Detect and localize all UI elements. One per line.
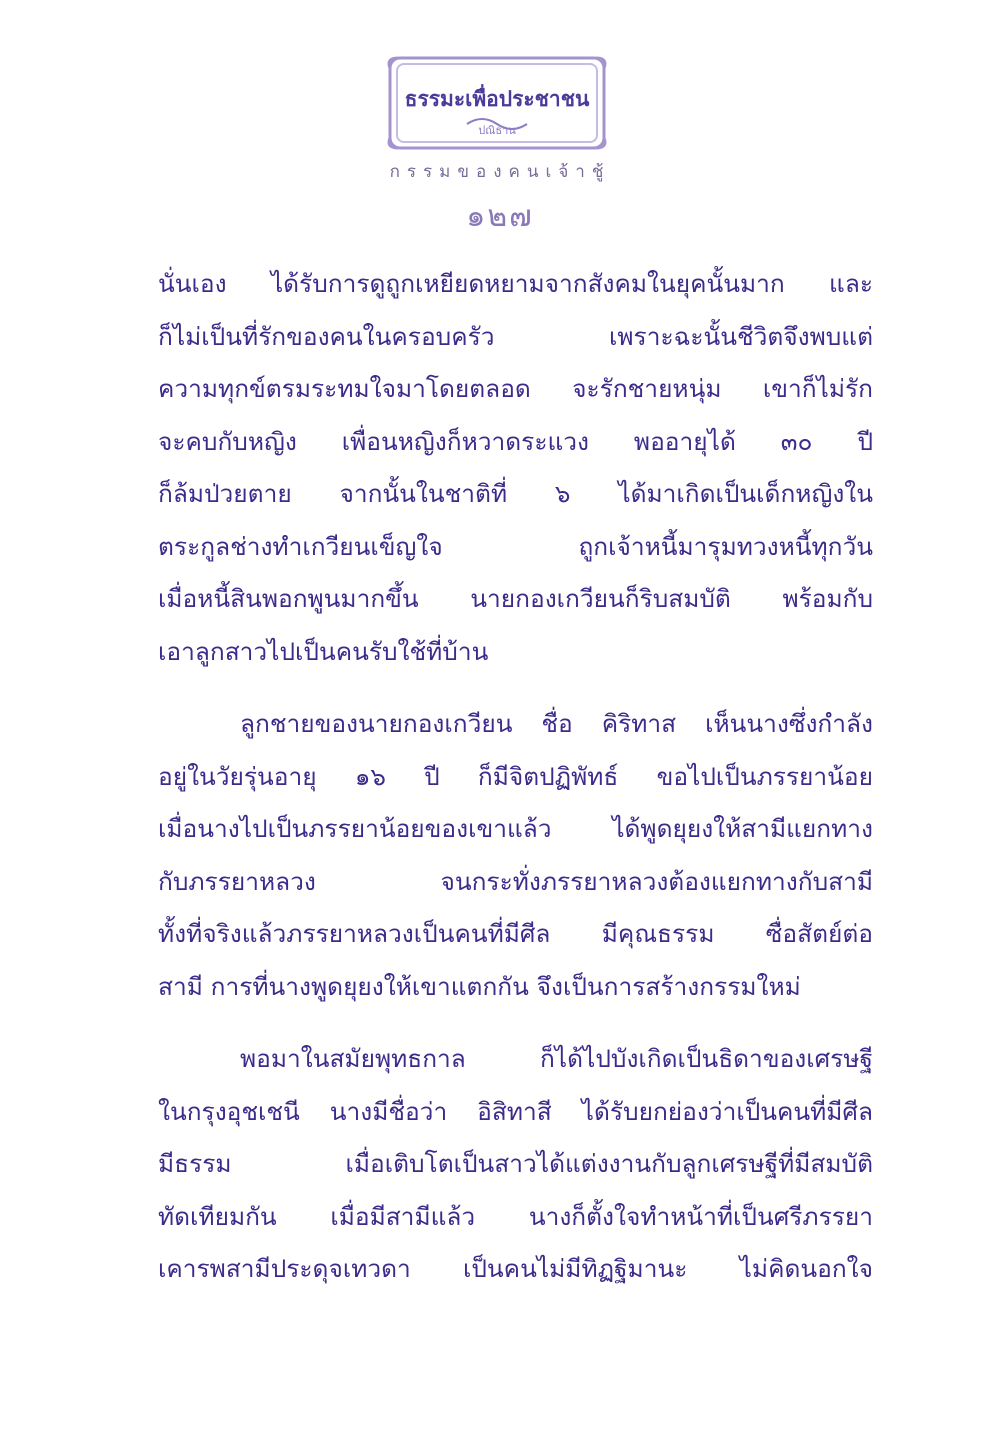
text-line: เมื่อหนี้สินพอกพูนมากขึ้น นายกองเกวียนก็ริบสมบัติ พร้อมกับ (158, 584, 873, 613)
svg-text:ธรรมะเพื่อประชาชน: ธรรมะเพื่อประชาชน (404, 87, 590, 111)
text-line: เคารพสามีประดุจเทวดา เป็นคนไม่มีทิฏฐิมานะ ไม่คิดนอกใจ (158, 1254, 873, 1283)
text-line: เอาลูกสาวไปเป็นคนรับใช้ที่บ้าน (158, 636, 489, 666)
text-line: ความทุกข์ตรมระทมใจมาโดยตลอด จะรักชายหนุ่ม เขาก็ไม่รัก (158, 374, 873, 403)
text-line: นั่นเอง ได้รับการดูถูกเหยียดหยามจากสังคมในยุคนั้นมาก และ (158, 269, 873, 298)
text-line: ก็ไม่เป็นที่รักของคนในครอบครัว เพราะฉะนั้นชีวิตจึงพบแต่ (158, 321, 873, 351)
text-line: สามี การที่นางพูดยุยงให้เขาแตกกัน จึงเป็นการสร้างกรรมใหม่ (158, 971, 801, 1001)
text-line: กับภรรยาหลวง จนกระทั่งภรรยาหลวงต้องแยกทางกับสามี (158, 866, 873, 896)
text-line: ในกรุงอุชเชนี นางมีชื่อว่า อิสิทาสี ได้รับยกย่องว่าเป็นคนที่มีศีล (158, 1096, 873, 1126)
paragraph-1 (158, 258, 873, 678)
paragraph-2 (158, 698, 873, 1013)
text-line: ก็ล้มป่วยตาย จากนั้นในชาติที่ ๖ ได้มาเกิดเป็นเด็กหญิงใน (158, 479, 873, 508)
svg-text:ปณิธาน: ปณิธาน (478, 124, 516, 137)
page-number: ๑๒๗ (466, 199, 534, 234)
paragraph-3 (158, 1033, 873, 1296)
text-line: มีธรรม เมื่อเติบโตเป็นสาวได้แต่งงานกับลูกเศรษฐีที่มีสมบัติ (158, 1149, 873, 1178)
text-line: ทัดเทียมกัน เมื่อมีสามีแล้ว นางก็ตั้งใจทำหน้าที่เป็นศรีภรรยา (158, 1201, 873, 1231)
text-line: ลูกชายของนายกองเกวียน ชื่อ คิริทาส เห็นนางซึ่งกำลัง (240, 709, 873, 738)
text-line: เมื่อนางไปเป็นภรรยาน้อยของเขาแล้ว ได้พูดยุยงให้สามีแยกทาง (158, 814, 873, 843)
body-text (158, 258, 873, 1296)
text-line: จะคบกับหญิง เพื่อนหญิงก็หวาดระแวง พออายุได้ ๓๐ ปี (158, 426, 873, 456)
publisher-logo (384, 54, 610, 156)
text-line: ทั้งที่จริงแล้วภรรยาหลวงเป็นคนที่มีศีล มีคุณธรรม ซื่อสัตย์ต่อ (158, 919, 873, 948)
text-line: ตระกูลช่างทำเกวียนเข็ญใจ ถูกเจ้าหนี้มารุมทวงหนี้ทุกวัน (158, 531, 873, 561)
text-line: อยู่ในวัยรุ่นอายุ ๑๖ ปี ก็มีจิตปฏิพัทธ์ ขอไปเป็นภรรยาน้อย (158, 761, 873, 791)
running-header-title: กรรมของคนเจ้าชู้ (389, 162, 611, 182)
text-line: พอมาในสมัยพุทธกาล ก็ได้ไปบังเกิดเป็นธิดาของเศรษฐี (240, 1044, 873, 1073)
